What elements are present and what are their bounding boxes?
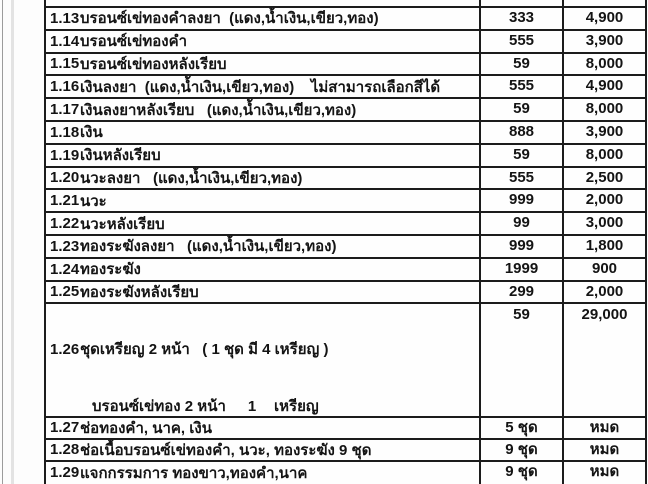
row-number: 1.26 <box>50 341 80 358</box>
table-row <box>46 259 645 282</box>
row-number: 1.28 <box>50 441 80 459</box>
table-row <box>46 31 645 54</box>
table-row <box>46 236 645 259</box>
description-cell <box>46 259 479 280</box>
row-number: 1.22 <box>50 215 80 233</box>
price-cell: 900 <box>562 259 645 280</box>
quantity-cell: 1999 <box>479 259 562 280</box>
row-number: 1.14 <box>50 32 80 50</box>
quantity-cell: 333 <box>479 8 562 29</box>
quantity-cell: 59 <box>479 304 562 416</box>
description-cell <box>46 213 479 234</box>
price-cell <box>562 0 645 6</box>
table-row <box>46 440 645 462</box>
description-cell <box>46 236 479 257</box>
row-description: แจกกรรมการ ทองขาว,ทองคำ,นาค <box>80 464 308 482</box>
quantity-cell: 9 ชุด <box>479 462 562 484</box>
row-description: ชุดเหรียญ 2 หน้า ( 1 ชุด มี 4 เหรียญ ) <box>80 341 329 358</box>
row-description: เงินลงยา (แดง,น้ำเงิน,เขียว,ทอง) ไม่สามารถเลือกสีได้ <box>80 78 441 96</box>
description-cell <box>46 122 479 143</box>
row-number: 1.23 <box>50 237 80 255</box>
table-row <box>46 213 645 236</box>
price-cell: หมด <box>562 418 645 438</box>
quantity-cell: 59 <box>479 145 562 166</box>
price-cell: 4,900 <box>562 76 645 97</box>
quantity-cell <box>479 0 562 6</box>
description-cell <box>46 418 479 438</box>
row-description: ทองระฆังหลังเรียบ <box>80 283 199 301</box>
row-description: เงินลงยาหลังเรียบ (แดง,น้ำเงิน,เขียว,ทอง) <box>80 101 357 119</box>
price-cell: หมด <box>562 462 645 484</box>
row-description: ทองระฆังลงยา (แดง,น้ำเงิน,เขียว,ทอง) <box>80 238 337 256</box>
description-cell <box>46 31 479 52</box>
price-cell: 4,900 <box>562 8 645 29</box>
price-cell: 2,500 <box>562 168 645 189</box>
table-row-set <box>46 304 645 418</box>
description-cell <box>46 99 479 120</box>
description-cell <box>46 440 479 460</box>
row-number: 1.25 <box>50 283 80 301</box>
price-cell: 2,000 <box>562 282 645 303</box>
description-cell <box>46 0 479 6</box>
row-number: 1.20 <box>50 169 80 187</box>
row-number: 1.15 <box>50 55 80 73</box>
description-cell <box>46 282 479 303</box>
row-number: 1.27 <box>50 419 80 437</box>
scan-artifact-line <box>2 0 3 484</box>
row-number: 1.16 <box>50 78 80 96</box>
row-description: บรอนซ์เข่ทองคำ <box>80 33 188 51</box>
row-number: 1.18 <box>50 123 80 141</box>
row-description: ทองระฆัง <box>80 261 141 279</box>
price-cell: 2,000 <box>562 190 645 211</box>
row-description: นวะ <box>80 192 107 210</box>
quantity-cell: 299 <box>479 282 562 303</box>
table-row <box>46 54 645 77</box>
price-cell: 3,900 <box>562 31 645 52</box>
price-cell: 8,000 <box>562 54 645 75</box>
row-number: 1.24 <box>50 260 80 278</box>
quantity-cell: 555 <box>479 168 562 189</box>
quantity-cell: 99 <box>479 213 562 234</box>
description-cell <box>46 168 479 189</box>
table-row <box>46 145 645 168</box>
sub-item-label: บรอนซ์เข่ทอง 2 หน้า <box>92 397 226 415</box>
price-cell: 3,900 <box>562 122 645 143</box>
row-description: นวะลงยา (แดง,น้ำเงิน,เขียว,ทอง) <box>80 169 303 187</box>
set-sub-item <box>46 395 479 416</box>
description-cell <box>46 76 479 97</box>
price-cell: 29,000 <box>562 304 645 416</box>
row-number: 1.17 <box>50 101 80 119</box>
table-row <box>46 99 645 122</box>
price-table <box>44 0 647 484</box>
row-description: เงินหลังเรียบ <box>80 147 161 165</box>
price-cell: 8,000 <box>562 99 645 120</box>
table-row-cutoff-top <box>46 0 645 8</box>
table-row <box>46 168 645 191</box>
row-number: 1.21 <box>50 192 80 210</box>
price-cell: 8,000 <box>562 145 645 166</box>
scan-artifact-band <box>11 0 14 484</box>
sub-item-qty: 1 <box>247 397 257 415</box>
row-description: นวะหลังเรียบ <box>80 215 165 233</box>
table-row <box>46 462 645 484</box>
description-cell <box>46 304 479 416</box>
quantity-cell: 888 <box>479 122 562 143</box>
quantity-cell: 59 <box>479 54 562 75</box>
table-row <box>46 282 645 305</box>
price-cell: หมด <box>562 440 645 460</box>
table-row <box>46 8 645 31</box>
quantity-cell: 999 <box>479 190 562 211</box>
quantity-cell: 555 <box>479 76 562 97</box>
table-row <box>46 76 645 99</box>
set-main-line <box>46 338 479 361</box>
row-description: บรอนซ์เข่ทองคำลงยา (แดง,น้ำเงิน,เขียว,ทอง) <box>80 10 379 28</box>
description-cell <box>46 145 479 166</box>
row-description: ช่อทองคำ, นาค, เงิน <box>80 419 212 437</box>
quantity-cell: 59 <box>479 99 562 120</box>
description-cell <box>46 462 479 484</box>
row-description: เงิน <box>80 124 103 142</box>
row-number: 1.13 <box>50 9 80 27</box>
quantity-cell: 999 <box>479 236 562 257</box>
row-number: 1.29 <box>50 464 80 482</box>
table-row <box>46 190 645 213</box>
quantity-cell: 555 <box>479 31 562 52</box>
price-cell: 3,000 <box>562 213 645 234</box>
description-cell <box>46 190 479 211</box>
description-cell <box>46 54 479 75</box>
quantity-cell: 9 ชุด <box>479 440 562 460</box>
sub-item-unit: เหรียญ <box>274 397 319 415</box>
table-row <box>46 418 645 440</box>
row-number: 1.19 <box>50 146 80 164</box>
description-cell <box>46 8 479 29</box>
quantity-cell: 5 ชุด <box>479 418 562 438</box>
row-description: ช่อเนื้อบรอนซ์เข่ทองคำ, นวะ, ทองระฆัง 9 ชุด <box>80 441 372 459</box>
price-cell: 1,800 <box>562 236 645 257</box>
table-row <box>46 122 645 145</box>
row-description: บรอนซ์เข่ทองหลังเรียบ <box>80 56 227 73</box>
